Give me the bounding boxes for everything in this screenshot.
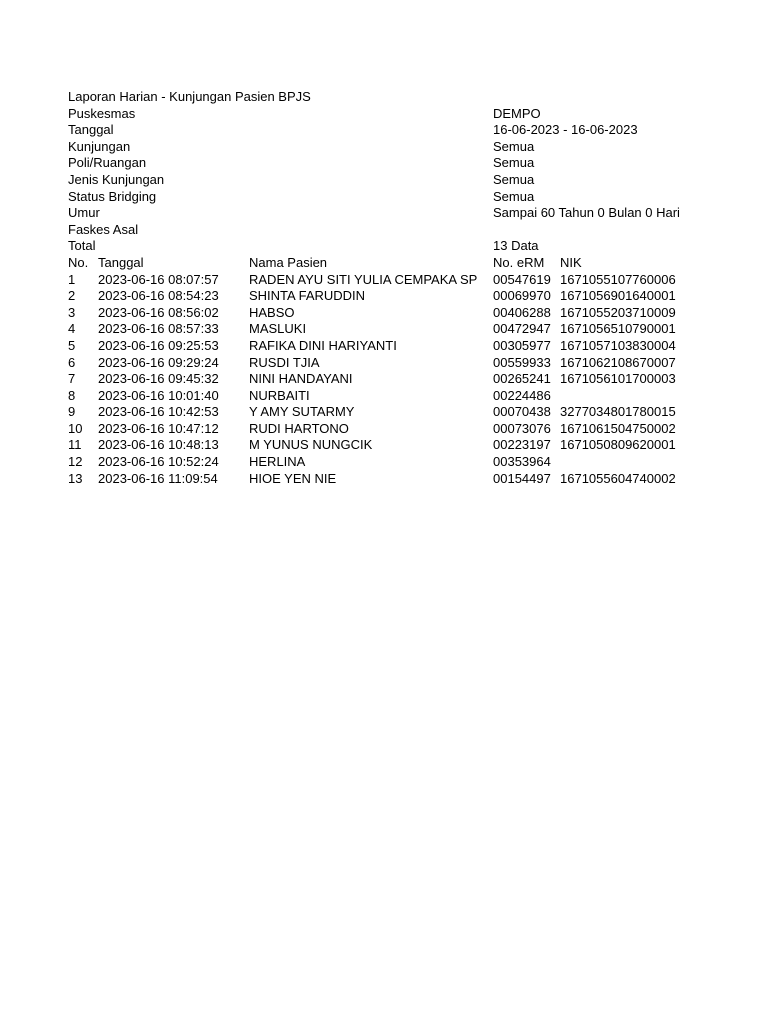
report-title-row	[68, 89, 708, 106]
meta-row	[68, 222, 708, 239]
meta-row	[68, 172, 708, 189]
meta-value: 16-06-2023 - 16-06-2023	[493, 122, 638, 138]
header-nik: NIK	[560, 254, 582, 270]
table-row	[68, 371, 708, 388]
meta-label: Tanggal	[68, 122, 114, 138]
table-row	[68, 437, 708, 454]
table-header-row	[68, 255, 708, 272]
cell-nama-pasien: SHINTA FARUDDIN	[249, 288, 366, 304]
cell-no: 1	[68, 271, 76, 287]
cell-nik: 1671056101700003	[560, 371, 676, 387]
meta-value: 13 Data	[493, 238, 539, 254]
cell-tanggal: 2023-06-16 09:29:24	[98, 354, 219, 370]
cell-no: 2	[68, 288, 76, 304]
cell-tanggal: 2023-06-16 10:01:40	[98, 387, 219, 403]
meta-value: Sampai 60 Tahun 0 Bulan 0 Hari	[493, 205, 680, 221]
cell-nama-pasien: RUDI HARTONO	[249, 420, 349, 436]
table-body	[68, 272, 708, 488]
meta-label: Poli/Ruangan	[68, 155, 147, 171]
table-row	[68, 471, 708, 488]
cell-no: 12	[68, 454, 83, 470]
cell-tanggal: 2023-06-16 10:52:24	[98, 454, 219, 470]
cell-no-erm: 00069970	[493, 288, 551, 304]
cell-no-erm: 00073076	[493, 420, 551, 436]
cell-nik: 1671056901640001	[560, 288, 676, 304]
cell-nama-pasien: MASLUKI	[249, 321, 307, 337]
report-title: Laporan Harian - Kunjungan Pasien BPJS	[68, 89, 311, 104]
cell-nik: 1671062108670007	[560, 354, 676, 370]
cell-no-erm: 00223197	[493, 437, 551, 453]
cell-no-erm: 00070438	[493, 404, 551, 420]
meta-value: Semua	[493, 188, 535, 204]
meta-row	[68, 139, 708, 156]
cell-no: 9	[68, 404, 76, 420]
cell-nik: 1671057103830004	[560, 337, 676, 353]
cell-nik: 3277034801780015	[560, 404, 676, 420]
meta-label: Jenis Kunjungan	[68, 171, 165, 187]
meta-value: Semua	[493, 171, 535, 187]
cell-no: 11	[68, 437, 82, 453]
header-nama-pasien: Nama Pasien	[249, 254, 328, 270]
cell-nama-pasien: RAFIKA DINI HARIYANTI	[249, 337, 397, 353]
header-no-erm: No. eRM	[493, 254, 545, 270]
cell-no-erm: 00305977	[493, 337, 551, 353]
cell-no-erm: 00547619	[493, 271, 551, 287]
meta-row	[68, 189, 708, 206]
cell-no: 6	[68, 354, 76, 370]
meta-label: Umur	[68, 205, 100, 221]
table-row	[68, 355, 708, 372]
meta-row	[68, 155, 708, 172]
cell-nama-pasien: RUSDI TJIA	[249, 354, 320, 370]
cell-tanggal: 2023-06-16 08:57:33	[98, 321, 219, 337]
header-tanggal: Tanggal	[98, 254, 144, 270]
table-row	[68, 404, 708, 421]
table-row	[68, 305, 708, 322]
cell-nik: 1671055203710009	[560, 304, 676, 320]
cell-no-erm: 00559933	[493, 354, 551, 370]
report-meta	[68, 106, 708, 255]
cell-nama-pasien: RADEN AYU SITI YULIA CEMPAKA SP	[249, 271, 478, 287]
cell-tanggal: 2023-06-16 08:56:02	[98, 304, 219, 320]
meta-value: Semua	[493, 138, 535, 154]
meta-label: Status Bridging	[68, 188, 157, 204]
cell-tanggal: 2023-06-16 10:47:12	[98, 420, 219, 436]
cell-tanggal: 2023-06-16 10:42:53	[98, 404, 219, 420]
cell-tanggal: 2023-06-16 08:54:23	[98, 288, 219, 304]
meta-label: Faskes Asal	[68, 221, 139, 237]
cell-no-erm: 00224486	[493, 387, 551, 403]
table-row	[68, 288, 708, 305]
meta-row	[68, 122, 708, 139]
cell-nama-pasien: HIOE YEN NIE	[249, 470, 337, 486]
meta-row	[68, 238, 708, 255]
meta-label: Puskesmas	[68, 105, 136, 121]
cell-tanggal: 2023-06-16 09:45:32	[98, 371, 219, 387]
cell-no: 7	[68, 371, 76, 387]
cell-no-erm: 00406288	[493, 304, 551, 320]
cell-tanggal: 2023-06-16 10:48:13	[98, 437, 219, 453]
cell-no: 4	[68, 321, 76, 337]
meta-row	[68, 106, 708, 123]
cell-no-erm: 00154497	[493, 470, 551, 486]
cell-nama-pasien: NURBAITI	[249, 387, 310, 403]
cell-nik: 1671056510790001	[560, 321, 676, 337]
cell-tanggal: 2023-06-16 11:09:54	[98, 470, 218, 486]
report-page	[68, 89, 708, 487]
meta-label: Kunjungan	[68, 138, 131, 154]
cell-nama-pasien: M YUNUS NUNGCIK	[249, 437, 373, 453]
header-no: No.	[68, 254, 89, 270]
cell-no: 5	[68, 337, 76, 353]
cell-nama-pasien: HABSO	[249, 304, 295, 320]
cell-nama-pasien: HERLINA	[249, 454, 306, 470]
cell-nama-pasien: Y AMY SUTARMY	[249, 404, 355, 420]
table-row	[68, 272, 708, 289]
table-row	[68, 388, 708, 405]
table-row	[68, 421, 708, 438]
table-row	[68, 321, 708, 338]
table-row	[68, 338, 708, 355]
meta-row	[68, 205, 708, 222]
cell-nik: 1671061504750002	[560, 420, 676, 436]
meta-value: Semua	[493, 155, 535, 171]
cell-no: 3	[68, 304, 76, 320]
cell-tanggal: 2023-06-16 08:07:57	[98, 271, 219, 287]
meta-label: Total	[68, 238, 96, 254]
cell-tanggal: 2023-06-16 09:25:53	[98, 337, 219, 353]
cell-no: 10	[68, 420, 83, 436]
cell-no-erm: 00353964	[493, 454, 551, 470]
cell-no: 13	[68, 470, 83, 486]
cell-nama-pasien: NINI HANDAYANI	[249, 371, 353, 387]
cell-nik: 1671055107760006	[560, 271, 676, 287]
cell-nik: 1671055604740002	[560, 470, 676, 486]
meta-value: DEMPO	[493, 105, 541, 121]
cell-no-erm: 00265241	[493, 371, 551, 387]
cell-no-erm: 00472947	[493, 321, 551, 337]
cell-no: 8	[68, 387, 76, 403]
table-row	[68, 454, 708, 471]
cell-nik: 1671050809620001	[560, 437, 676, 453]
